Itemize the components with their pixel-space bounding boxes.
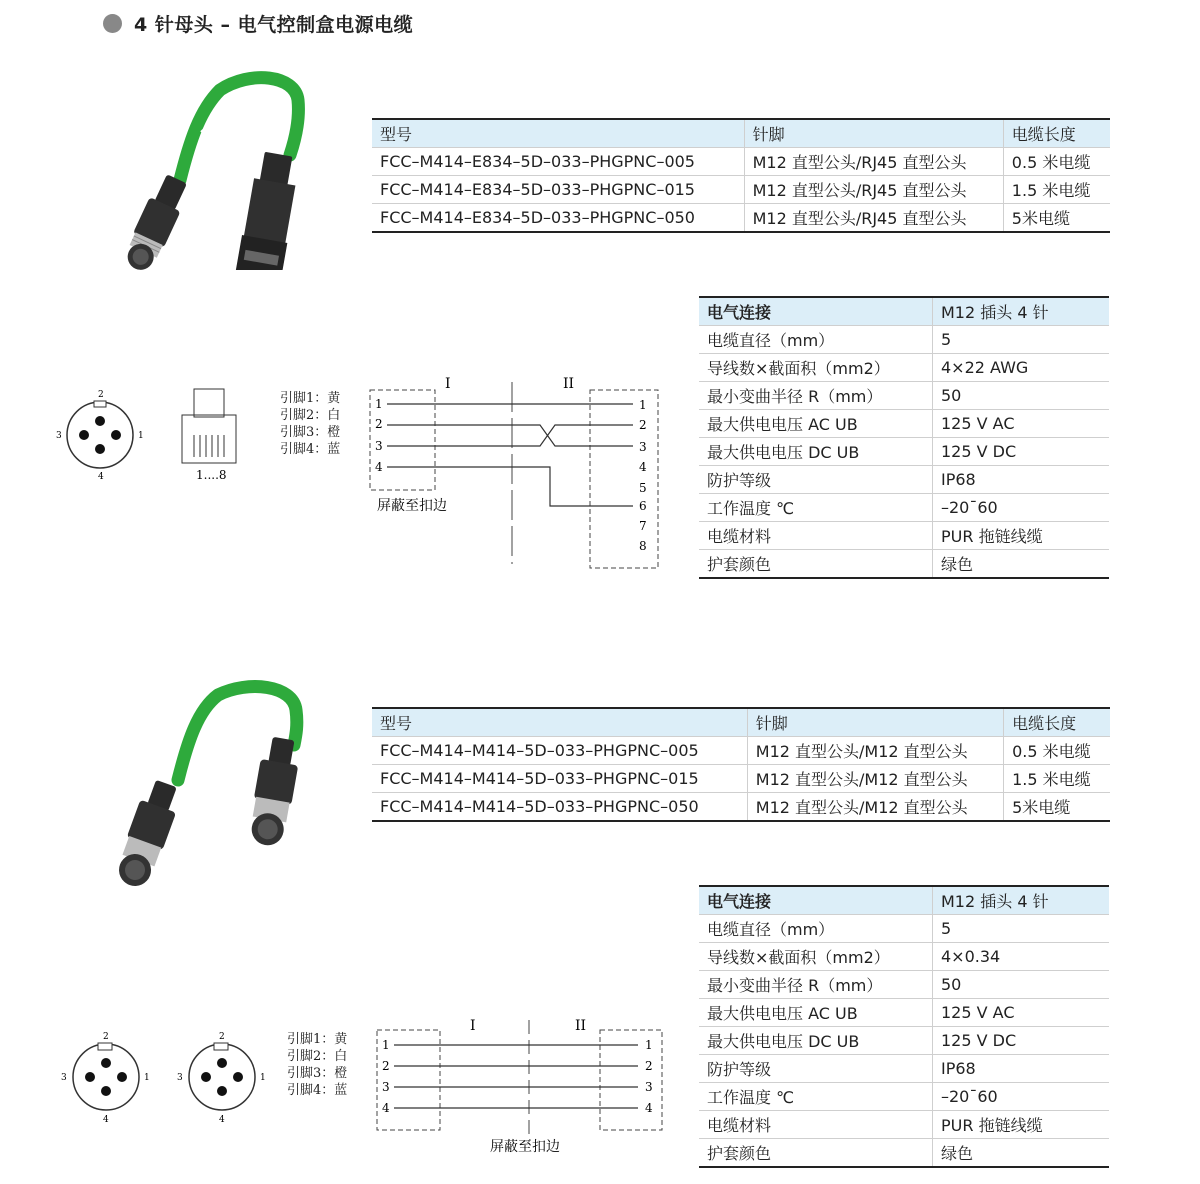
spec-value: 绿色 (933, 1139, 1110, 1168)
pin-number: 1 (639, 398, 647, 412)
shield-note: 屏蔽至扣边 (377, 498, 447, 514)
spec-label: 护套颜色 (699, 550, 933, 579)
spec-value: 50 (933, 382, 1110, 410)
side-label-right: II (575, 1018, 587, 1034)
side-label-left: I (470, 1018, 476, 1034)
spec-label: 防护等级 (699, 1055, 933, 1083)
spec-value: PUR 拖链线缆 (933, 522, 1110, 550)
m12-pinout-diagram (50, 385, 150, 485)
pin-number: 6 (639, 499, 647, 513)
pin-color-legend (287, 1031, 347, 1099)
pin-number: 2 (98, 390, 104, 400)
wiring-diagram-1 (365, 372, 665, 572)
table-row (699, 971, 1109, 999)
spec-label: 护套颜色 (699, 1139, 933, 1168)
spec-value: 125 V DC (933, 1027, 1110, 1055)
pin-label: 引脚3：橙 (280, 425, 341, 440)
spec-label: 工作温度 ℃ (699, 494, 933, 522)
pins-cell: M12 直型公头/M12 直型公头 (747, 765, 1003, 793)
pin-number: 4 (645, 1101, 653, 1115)
spec-value: 5 (933, 915, 1110, 943)
spec-label: 最大供电电压 AC UB (699, 999, 933, 1027)
spec-label: 导线数×截面积（mm2） (699, 354, 933, 382)
length-cell: 1.5 米电缆 (1004, 765, 1110, 793)
table-row (699, 1111, 1109, 1139)
spec-label: 电缆直径（mm） (699, 326, 933, 354)
pin-number: 1 (138, 431, 144, 441)
pin-number: 1 (382, 1038, 390, 1052)
spec-header-value: M12 插头 4 针 (933, 297, 1110, 326)
spec-label: 防护等级 (699, 466, 933, 494)
pins-cell: M12 直型公头/M12 直型公头 (747, 737, 1003, 765)
table-row (372, 148, 1110, 176)
pin-number: 3 (61, 1073, 67, 1083)
side-label-left: I (445, 376, 451, 392)
col-header-length: 电缆长度 (1003, 119, 1110, 148)
pin-number: 1 (375, 397, 383, 411)
pin-number: 8 (639, 539, 647, 553)
pin-label: 引脚3：橙 (287, 1066, 348, 1081)
spec-value: 绿色 (933, 550, 1110, 579)
pin-number: 1 (260, 1073, 266, 1083)
pin-number: 2 (375, 417, 383, 431)
spec-value: 125 V DC (933, 438, 1110, 466)
model-cell: FCC–M414–M414–5D–033–PHGPNC–005 (372, 737, 747, 765)
pin-number: 4 (382, 1101, 390, 1115)
table-row (699, 943, 1109, 971)
pin-number: 3 (639, 440, 647, 454)
spec-table-2 (699, 885, 1109, 1168)
pin-label: 引脚2：白 (280, 408, 341, 423)
table-row (699, 550, 1109, 579)
spec-header-label: 电气连接 (699, 297, 933, 326)
pin-label: 引脚4：蓝 (287, 1083, 348, 1098)
spec-value: –20¯60 (933, 1083, 1110, 1111)
pins-cell: M12 直型公头/RJ45 直型公头 (744, 176, 1003, 204)
table-row (699, 494, 1109, 522)
shield-note: 屏蔽至扣边 (490, 1139, 560, 1155)
pin-number: 5 (639, 481, 647, 495)
pin-number: 3 (382, 1080, 390, 1094)
table-row (699, 999, 1109, 1027)
pin-number: 2 (382, 1059, 390, 1073)
table-row (699, 915, 1109, 943)
table-row (699, 522, 1109, 550)
pin-label: 引脚1：黄 (287, 1032, 348, 1047)
col-header-model: 型号 (372, 119, 744, 148)
table-row (699, 438, 1109, 466)
model-cell: FCC–M414–E834–5D–033–PHGPNC–005 (372, 148, 744, 176)
spec-label: 最小变曲半径 R（mm） (699, 382, 933, 410)
table-row (699, 1139, 1109, 1168)
table-row (699, 326, 1109, 354)
table-row (699, 410, 1109, 438)
spec-label: 最大供电电压 DC UB (699, 1027, 933, 1055)
table-row (699, 1055, 1109, 1083)
spec-header-value: M12 插头 4 针 (933, 886, 1110, 915)
model-cell: FCC–M414–M414–5D–033–PHGPNC–015 (372, 765, 747, 793)
table-row (699, 382, 1109, 410)
m12-pinout-diagram-right (172, 1027, 272, 1127)
pin-number: 2 (639, 418, 647, 432)
pin-number: 1 (645, 1038, 653, 1052)
pin-label: 引脚2：白 (287, 1049, 348, 1064)
col-header-length: 电缆长度 (1004, 708, 1110, 737)
model-table-1 (372, 118, 1110, 233)
table-row (372, 737, 1110, 765)
pin-number: 4 (375, 460, 383, 474)
page-title: 4 针母头 – 电气控制盒电源电缆 (134, 14, 414, 36)
pin-number: 1 (144, 1073, 150, 1083)
pin-number: 4 (639, 460, 647, 474)
pin-number: 3 (375, 439, 383, 453)
length-cell: 0.5 米电缆 (1004, 737, 1110, 765)
length-cell: 1.5 米电缆 (1003, 176, 1110, 204)
rj45-label: 1....8 (196, 468, 227, 482)
spec-label: 最大供电电压 DC UB (699, 438, 933, 466)
pins-cell: M12 直型公头/M12 直型公头 (747, 793, 1003, 822)
table-row (372, 176, 1110, 204)
spec-label: 电缆直径（mm） (699, 915, 933, 943)
wiring-diagram-2 (372, 1012, 672, 1162)
length-cell: 0.5 米电缆 (1003, 148, 1110, 176)
spec-table-1 (699, 296, 1109, 579)
cable-m12-m12-image (118, 680, 318, 890)
spec-value: 4×0.34 (933, 943, 1110, 971)
spec-value: –20¯60 (933, 494, 1110, 522)
spec-value: IP68 (933, 1055, 1110, 1083)
pin-number: 3 (645, 1080, 653, 1094)
pin-number: 4 (103, 1115, 109, 1125)
pin-number: 2 (103, 1032, 109, 1042)
side-label-right: II (563, 376, 575, 392)
pin-number: 2 (645, 1059, 653, 1073)
spec-label: 最小变曲半径 R（mm） (699, 971, 933, 999)
spec-label: 最大供电电压 AC UB (699, 410, 933, 438)
model-cell: FCC–M414–E834–5D–033–PHGPNC–015 (372, 176, 744, 204)
table-row (699, 1083, 1109, 1111)
rj45-pinout-diagram (172, 385, 247, 485)
spec-value: 125 V AC (933, 999, 1110, 1027)
pins-cell: M12 直型公头/RJ45 直型公头 (744, 148, 1003, 176)
pin-number: 2 (219, 1032, 225, 1042)
table-row (372, 765, 1110, 793)
bullet-icon (103, 14, 122, 33)
length-cell: 5米电缆 (1004, 793, 1110, 822)
pin-number: 4 (98, 472, 104, 482)
model-table-2 (372, 707, 1110, 822)
pin-number: 4 (219, 1115, 225, 1125)
pin-color-legend (280, 390, 340, 458)
m12-pinout-diagram-left (56, 1027, 156, 1127)
length-cell: 5米电缆 (1003, 204, 1110, 233)
col-header-pins: 针脚 (747, 708, 1003, 737)
spec-value: IP68 (933, 466, 1110, 494)
table-row (699, 354, 1109, 382)
spec-label: 导线数×截面积（mm2） (699, 943, 933, 971)
spec-label: 电缆材料 (699, 1111, 933, 1139)
spec-label: 电缆材料 (699, 522, 933, 550)
pins-cell: M12 直型公头/RJ45 直型公头 (744, 204, 1003, 233)
spec-header-label: 电气连接 (699, 886, 933, 915)
cable-m12-rj45-image (120, 70, 330, 270)
table-row (699, 466, 1109, 494)
table-row (699, 1027, 1109, 1055)
pin-label: 引脚4：蓝 (280, 442, 341, 457)
pin-number: 7 (639, 519, 647, 533)
table-row (372, 793, 1110, 822)
col-header-model: 型号 (372, 708, 747, 737)
col-header-pins: 针脚 (744, 119, 1003, 148)
spec-label: 工作温度 ℃ (699, 1083, 933, 1111)
pin-number: 3 (56, 431, 62, 441)
model-cell: FCC–M414–E834–5D–033–PHGPNC–050 (372, 204, 744, 233)
spec-value: PUR 拖链线缆 (933, 1111, 1110, 1139)
model-cell: FCC–M414–M414–5D–033–PHGPNC–050 (372, 793, 747, 822)
table-row (372, 204, 1110, 233)
spec-value: 5 (933, 326, 1110, 354)
pin-number: 3 (177, 1073, 183, 1083)
pin-label: 引脚1：黄 (280, 391, 341, 406)
spec-value: 125 V AC (933, 410, 1110, 438)
spec-value: 50 (933, 971, 1110, 999)
spec-value: 4×22 AWG (933, 354, 1110, 382)
